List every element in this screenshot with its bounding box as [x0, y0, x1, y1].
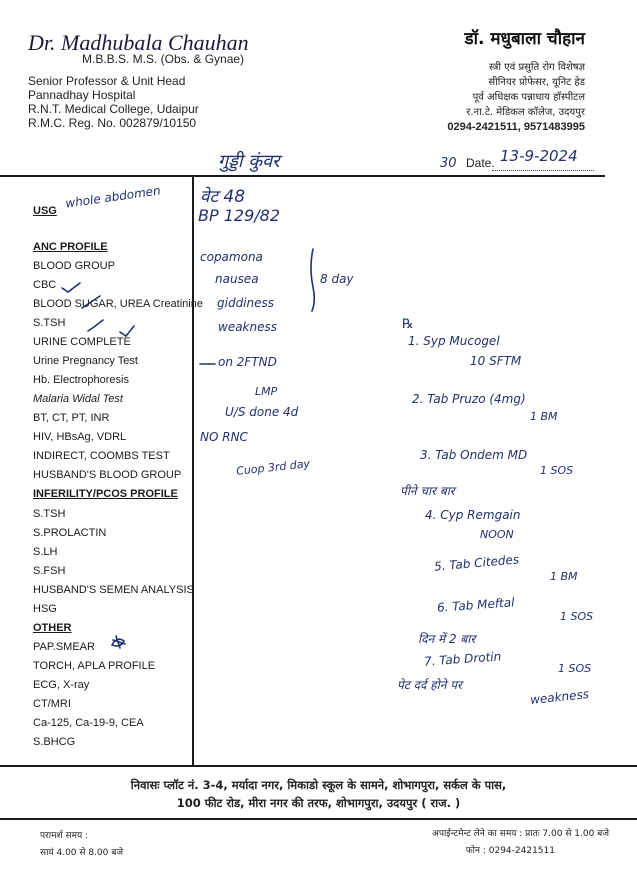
prescription-line: 3. Tab Ondem MD [420, 448, 528, 462]
history-handwritten: NO RNC [200, 430, 248, 444]
prescription-line: 7. Tab Drotin [423, 649, 502, 669]
weight-handwritten: वेट 48 [200, 187, 246, 207]
bp-handwritten: BP 129/82 [198, 206, 280, 225]
prescription-line: 2. Tab Pruzo (4mg) [412, 392, 526, 406]
doctor-title-hindi: सीनियर प्रोफेसर, यूनिट हेड [488, 77, 585, 88]
complaint-handwritten: weakness [218, 320, 277, 334]
doctor-phone-numbers: 0294-2421511, 9571483995 [447, 121, 585, 133]
doctor-title-line: Senior Professor & Unit Head [28, 74, 186, 88]
history-handwritten: U/S done 4d [225, 405, 299, 419]
test-item: Malaria Widal Test [33, 393, 123, 405]
prescription-line: 1. Syp Mucogel [408, 334, 500, 348]
usg-handwritten-note: whole abdomen [64, 183, 162, 211]
prescription-line: 4. Cyp Remgain [425, 508, 521, 522]
check-mark-icon [82, 296, 100, 308]
doctor-reg-number: R.M.C. Reg. No. 002879/10150 [28, 116, 197, 130]
duration-handwritten: 8 day [320, 272, 354, 286]
prescription-line: 1 BM [530, 410, 558, 423]
test-item: Hb. Electrophoresis [33, 374, 129, 386]
patient-name-handwritten: गुड्डी कुंवर [218, 151, 280, 172]
test-item: HUSBAND'S SEMEN ANALYSIS [33, 584, 194, 596]
test-item: S.BHCG [33, 736, 76, 748]
test-item: S.TSH [33, 317, 66, 329]
consultation-time-label: परामर्श समय : [40, 831, 89, 841]
doctor-title-hindi: पूर्व अधिक्षक पन्नाधाय हॉस्पीटल [472, 92, 585, 103]
history-handwritten: LMP [255, 385, 278, 398]
patient-age-handwritten: 30 [440, 156, 457, 171]
doctor-name-hindi: डॉ. मधुबाला चौहान [464, 29, 585, 49]
clinic-address-line-1: निवासः प्लॉट नं. 3-4, मर्यादा नगर, मिकाडो स्कूल के सामने, शोभागपुरा, सर्कल के पास, [130, 778, 507, 792]
scribble-icon [112, 636, 125, 648]
complaint-handwritten: nausea [215, 272, 259, 286]
prescription-line: पीने चार बार [400, 484, 455, 498]
prescription-line: 1 SOS [558, 662, 592, 675]
anc-profile-heading: ANC PROFILE [33, 241, 108, 253]
test-item: ECG, X-ray [33, 679, 90, 691]
test-item: PAP.SMEAR [33, 641, 95, 653]
infertility-profile-heading: INFERILITY/PCOS PROFILE [33, 488, 178, 500]
doctor-title-hindi: र.ना.टे. मेडिकल कॉलेज, उदयपुर [466, 107, 585, 118]
history-handwritten: on 2FTND [218, 355, 277, 369]
check-mark-icon [88, 320, 103, 331]
complaint-handwritten: giddiness [217, 296, 275, 310]
rx-symbol: ℞ [402, 317, 414, 332]
test-item: S.PROLACTIN [33, 527, 107, 539]
doctor-title-line: Pannadhay Hospital [28, 88, 136, 102]
usg-heading: USG [33, 205, 57, 217]
test-item: BLOOD GROUP [33, 260, 115, 272]
history-handwritten: Cuop 3rd day [235, 457, 311, 478]
doctor-name-english: Dr. Madhubala Chauhan [28, 30, 249, 55]
test-item: CBC [33, 279, 57, 291]
test-item: BLOOD SUGAR, UREA Creatinine [33, 298, 203, 310]
test-item: CT/MRI [33, 698, 71, 710]
prescription-line: दिन में 2 बार [418, 632, 476, 646]
test-item: URINE COMPLETE [33, 336, 131, 348]
prescription-line: पेट दर्द होने पर [397, 678, 462, 692]
check-mark-icon [120, 326, 134, 336]
appointment-time: अपाईन्टमेन्ट लेने का समय : प्रातः 7.00 से 1.00 बजे [431, 829, 609, 839]
prescription-line: 6. Tab Meftal [436, 595, 515, 615]
prescription-line: 10 SFTM [470, 354, 522, 368]
prescription-line: 1 SOS [540, 464, 574, 477]
prescription-line: 1 SOS [560, 610, 594, 623]
test-item: HUSBAND'S BLOOD GROUP [33, 469, 182, 481]
prescription-line: 1 BM [550, 570, 578, 583]
doctor-title-line: R.N.T. Medical College, Udaipur [28, 102, 199, 116]
date-label: Date. [466, 156, 495, 170]
check-mark-icon [62, 283, 80, 292]
test-item: HSG [33, 603, 57, 615]
doctor-title-hindi: स्त्री एवं प्रसुति रोग विशेषज्ञ [489, 62, 585, 73]
prescription-line: 5. Tab Citedes [433, 552, 520, 574]
test-item: Urine Pregnancy Test [33, 355, 138, 367]
bracket-stroke-icon [311, 249, 314, 311]
prescription-line: weakness [529, 686, 590, 708]
consultation-time: सायं 4.00 से 8.00 बजे [40, 848, 124, 858]
test-item: INDIRECT, COOMBS TEST [33, 450, 170, 462]
test-item: Ca-125, Ca-19-9, CEA [33, 717, 144, 729]
test-item: S.LH [33, 546, 58, 558]
prescription-line: NOON [480, 528, 514, 541]
clinic-phone: फोन : 0294-2421511 [465, 846, 555, 856]
test-item: HIV, HBsAg, VDRL [33, 431, 127, 443]
test-item: S.TSH [33, 508, 66, 520]
date-handwritten: 13-9-2024 [500, 147, 578, 165]
test-item: TORCH, APLA PROFILE [33, 660, 156, 672]
clinic-address-line-2: 100 फीट रोड, मीरा नगर की तरफ, शोभागपुरा, उदयपुर ( राज. ) [176, 796, 461, 810]
complaint-handwritten: copamona [200, 250, 263, 264]
test-item: S.FSH [33, 565, 66, 577]
other-heading: OTHER [33, 622, 72, 634]
test-item: BT, CT, PT, INR [33, 412, 110, 424]
doctor-degrees: M.B.B.S. M.S. (Obs. & Gynae) [82, 52, 245, 66]
